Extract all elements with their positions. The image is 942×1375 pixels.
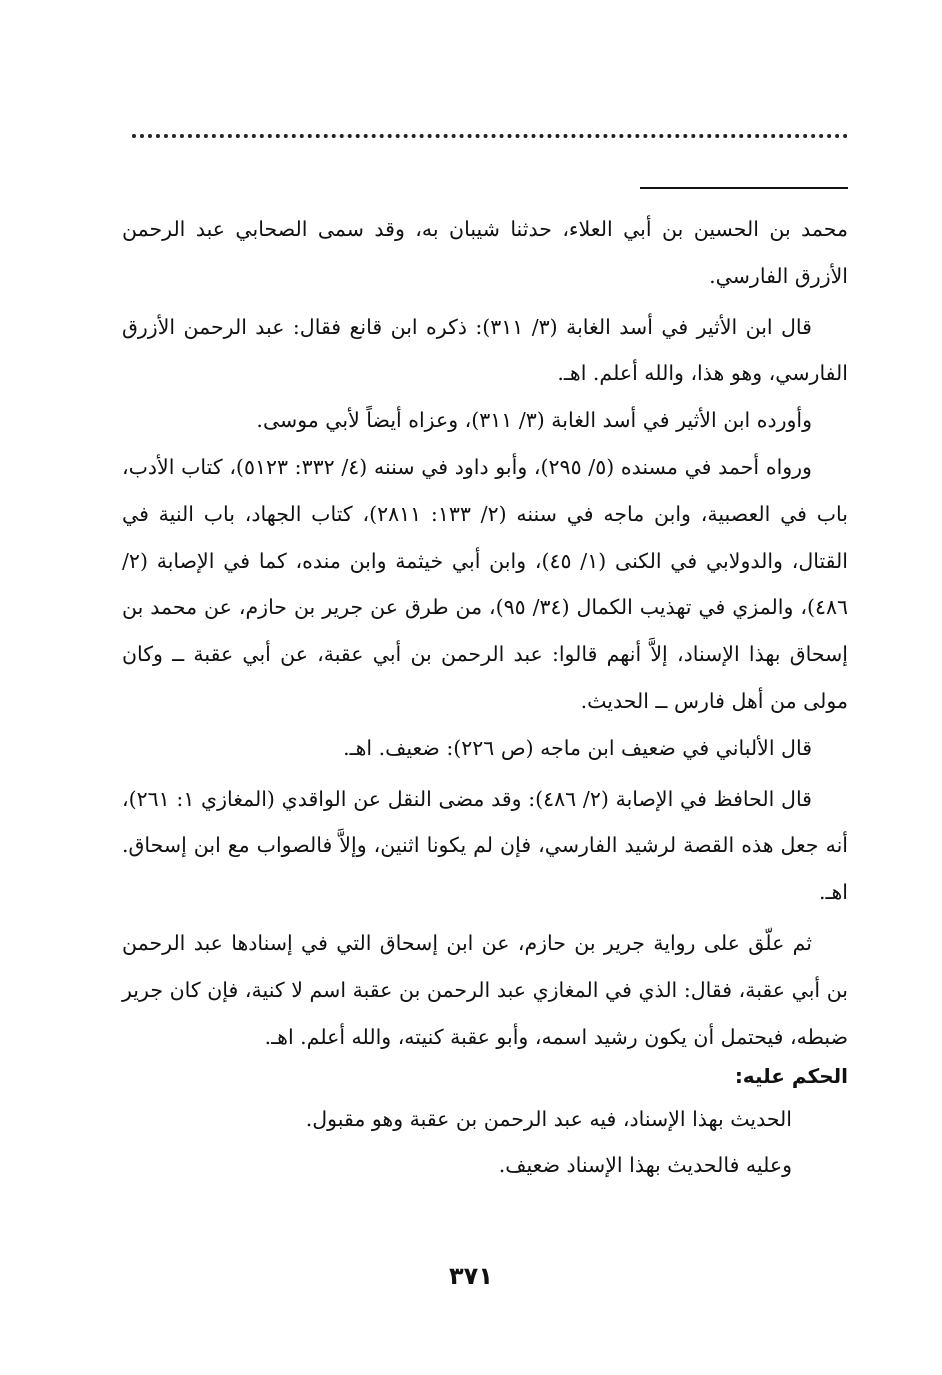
paragraph-2: قال ابن الأثير في أسد الغابة (٣/ ٣١١): ذكره ابن قانع فقال: عبد الرحمن الأزرق الفارسي، وهو هذا، والله أعلم. اهـ. bbox=[122, 314, 848, 386]
paragraph-7: ثم علّق على رواية جرير بن حازم، عن ابن إسحاق التي في إسنادها عبد الرحمن بن أبي عقبة، فقال: الذي في المغازي عبد الرحمن بن عقبة اسم لا كنية، فإن كان جرير ضبطه، فيحتمل أن يكون رشيد اسمه، وأبو عقبة كنيته، والله أعلم. اهـ. bbox=[122, 930, 848, 1049]
paragraph-6: قال الحافظ في الإصابة (٢/ ٤٨٦): وقد مضى النقل عن الواقدي (المغازي ١: ٢٦١)، أنه جعل هذه القصة لرشيد الفارسي، فإن لم يكونا اثنين، وإلاَّ فالصواب مع ابن إسحاق. اهـ. bbox=[122, 786, 848, 905]
page-number: ٣٧١ bbox=[449, 1262, 493, 1290]
paragraph-5: قال الألباني في ضعيف ابن ماجه (ص ٢٢٦): ضعيف. اهـ. bbox=[343, 735, 812, 760]
verdict-heading: الحكم عليه: bbox=[734, 1064, 848, 1088]
verdict-line-1: الحديث بهذا الإسناد، فيه عبد الرحمن بن عقبة وهو مقبول. bbox=[305, 1107, 792, 1131]
paragraph-4: ورواه أحمد في مسنده (٥/ ٢٩٥)، وأبو داود في سننه (٤/ ٣٣٢: ٥١٢٣)، كتاب الأدب، باب في العصبية، وابن ماجه في سننه (٢/ ١٣٣: ٢٨١١)، كتاب الجهاد، باب النية في القتال، والدولابي في الكنى (١/ ٤٥)، وابن أبي خيثمة وابن منده، كما في الإصابة (٢/ ٤٨٦)، والمزي في تهذيب الكمال (٣٤/ ٩٥)، من طرق عن جرير بن حازم، عن محمد بن إسحاق بهذا الإسناد، إلاَّ أنهم قالوا: عبد الرحمن بن أبي عقبة، عن أبي عقبة ــ وكان مولى من أهل فارس ــ الحديث. bbox=[122, 454, 849, 713]
paragraph-1: محمد بن الحسين بن أبي العلاء، حدثنا شيبان به، وقد سمى الصحابي عبد الرحمن الأزرق الفارسي. bbox=[122, 217, 848, 288]
footnote-rule bbox=[640, 187, 848, 189]
verdict-line-2: وعليه فالحديث بهذا الإسناد ضعيف. bbox=[498, 1153, 792, 1177]
paragraph-3: وأورده ابن الأثير في أسد الغابة (٣/ ٣١١)، وعزاه أيضاً لأبي موسى. bbox=[256, 408, 812, 433]
verdict-text bbox=[232, 1096, 792, 1188]
dotted-separator bbox=[132, 134, 848, 138]
main-text bbox=[122, 206, 848, 1060]
